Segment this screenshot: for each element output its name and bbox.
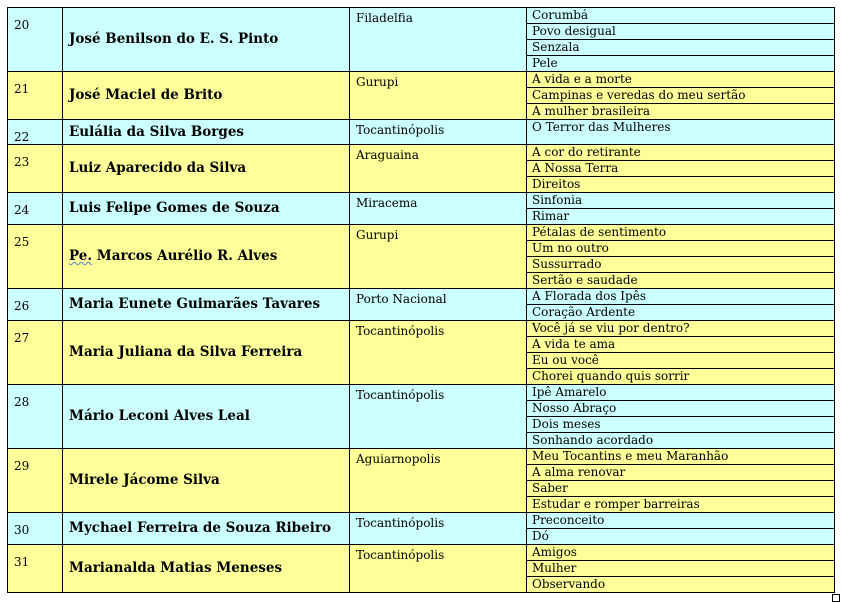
table-row [8,72,835,120]
work-title[interactable]: A cor do retirante [532,145,641,159]
work-title[interactable]: Sonhando acordado [527,432,834,448]
table-row [8,321,835,385]
row-number[interactable]: 22 [8,120,63,145]
author-name-cell[interactable]: Marianalda Matias Meneses [63,545,350,593]
row-number[interactable]: 29 [8,449,63,513]
work-title[interactable]: Estudar e romper barreiras [527,496,834,512]
city-cell[interactable]: Tocantinópolis [350,120,527,145]
table-row [8,145,835,193]
author-name-cell[interactable]: Luis Felipe Gomes de Souza [63,193,350,225]
city-cell[interactable]: Aguiarnopolis [350,449,527,513]
document-table [7,7,835,593]
work-title[interactable]: Um no outro [527,240,834,256]
work-title[interactable]: Povo desigual [527,23,834,39]
work-title[interactable]: Campinas e veredas do meu sertão [527,87,834,103]
work-title[interactable]: Meu Tocantins e meu Maranhão [532,449,729,463]
author-name-cell[interactable]: Maria Juliana da Silva Ferreira [63,321,350,385]
row-number[interactable]: 30 [8,513,63,545]
works-cell [527,513,835,545]
work-title[interactable]: Mulher [527,560,834,576]
works-cell [527,289,835,321]
work-title[interactable]: Direitos [527,176,834,192]
work-title[interactable]: A vida te ama [527,336,834,352]
author-name-cell[interactable]: Mirele Jácome Silva [63,449,350,513]
work-title[interactable]: Observando [527,576,834,592]
work-title[interactable]: Nosso Abraço [527,400,834,416]
row-number[interactable]: 21 [8,72,63,120]
works-cell [527,385,835,449]
table-row [8,120,835,145]
work-title[interactable]: A vida e a morte [532,72,632,86]
table-body [8,8,835,593]
author-name-cell[interactable]: José Benilson do E. S. Pinto [63,8,350,72]
city-cell[interactable]: Filadelfia [350,8,527,72]
table-resize-handle[interactable] [832,594,840,602]
row-number[interactable]: 23 [8,145,63,193]
work-title[interactable]: Saber [527,480,834,496]
spellcheck-flagged-word[interactable]: Pe. [69,248,93,264]
city-cell[interactable]: Tocantinópolis [350,321,527,385]
city-cell[interactable]: Gurupi [350,72,527,120]
work-title[interactable]: Dó [527,528,834,544]
table-row [8,225,835,289]
city-cell[interactable]: Porto Nacional [350,289,527,321]
work-title[interactable]: Chorei quando quis sorrir [527,368,834,384]
table-row [8,8,835,72]
city-cell[interactable]: Gurupi [350,225,527,289]
works-cell [527,145,835,193]
city-cell[interactable]: Miracema [350,193,527,225]
author-name-cell[interactable]: Eulália da Silva Borges [63,120,350,145]
works-cell [527,72,835,120]
work-title[interactable]: Você já se viu por dentro? [532,321,690,335]
works-cell [527,321,835,385]
work-title[interactable]: Amigos [532,545,577,559]
work-title[interactable]: A mulher brasileira [527,103,834,119]
row-number[interactable]: 26 [8,289,63,321]
row-number[interactable]: 24 [8,193,63,225]
table-row [8,385,835,449]
work-title[interactable]: A Florada dos Ipês [532,289,646,303]
work-title[interactable]: A alma renovar [527,464,834,480]
row-number[interactable]: 27 [8,321,63,385]
author-name-cell[interactable]: Mychael Ferreira de Souza Ribeiro [63,513,350,545]
row-number[interactable]: 25 [8,225,63,289]
author-name-cell[interactable]: Mário Leconi Alves Leal [63,385,350,449]
row-number[interactable]: 28 [8,385,63,449]
table-row [8,513,835,545]
works-cell [527,449,835,513]
city-cell[interactable]: Tocantinópolis [350,545,527,593]
row-number[interactable]: 31 [8,545,63,593]
works-cell [527,120,835,145]
author-name-cell[interactable]: Luiz Aparecido da Silva [63,145,350,193]
work-title[interactable]: Senzala [527,39,834,55]
work-title[interactable]: Coração Ardente [527,304,834,320]
work-title[interactable]: A Nossa Terra [527,160,834,176]
author-name-cell[interactable]: Maria Eunete Guimarães Tavares [63,289,350,321]
work-title[interactable]: Sinfonia [532,193,583,207]
author-name: Marcos Aurélio R. Alves [92,248,278,264]
table-row [8,449,835,513]
work-title[interactable]: Pétalas de sentimento [532,225,667,239]
table-row [8,289,835,321]
work-title[interactable]: Eu ou você [527,352,834,368]
work-title[interactable]: Preconceito [532,513,605,527]
work-title[interactable]: Corumbá [532,8,589,22]
city-cell[interactable]: Araguaina [350,145,527,193]
table-row [8,193,835,225]
city-cell[interactable]: Tocantinópolis [350,385,527,449]
work-title[interactable]: Rimar [527,208,834,224]
author-name-cell[interactable]: José Maciel de Brito [63,72,350,120]
author-name-cell[interactable] [63,225,350,289]
works-cell [527,8,835,72]
work-title[interactable]: O Terror das Mulheres [532,120,671,134]
work-title[interactable]: Pele [527,55,834,71]
row-number[interactable]: 20 [8,8,63,72]
work-title[interactable]: Dois meses [527,416,834,432]
city-cell[interactable]: Tocantinópolis [350,513,527,545]
work-title[interactable]: Sertão e saudade [527,272,834,288]
work-title[interactable]: Sussurrado [527,256,834,272]
table-row [8,545,835,593]
works-cell [527,545,835,593]
works-cell [527,193,835,225]
works-cell [527,225,835,289]
work-title[interactable]: Ipê Amarelo [532,385,607,399]
